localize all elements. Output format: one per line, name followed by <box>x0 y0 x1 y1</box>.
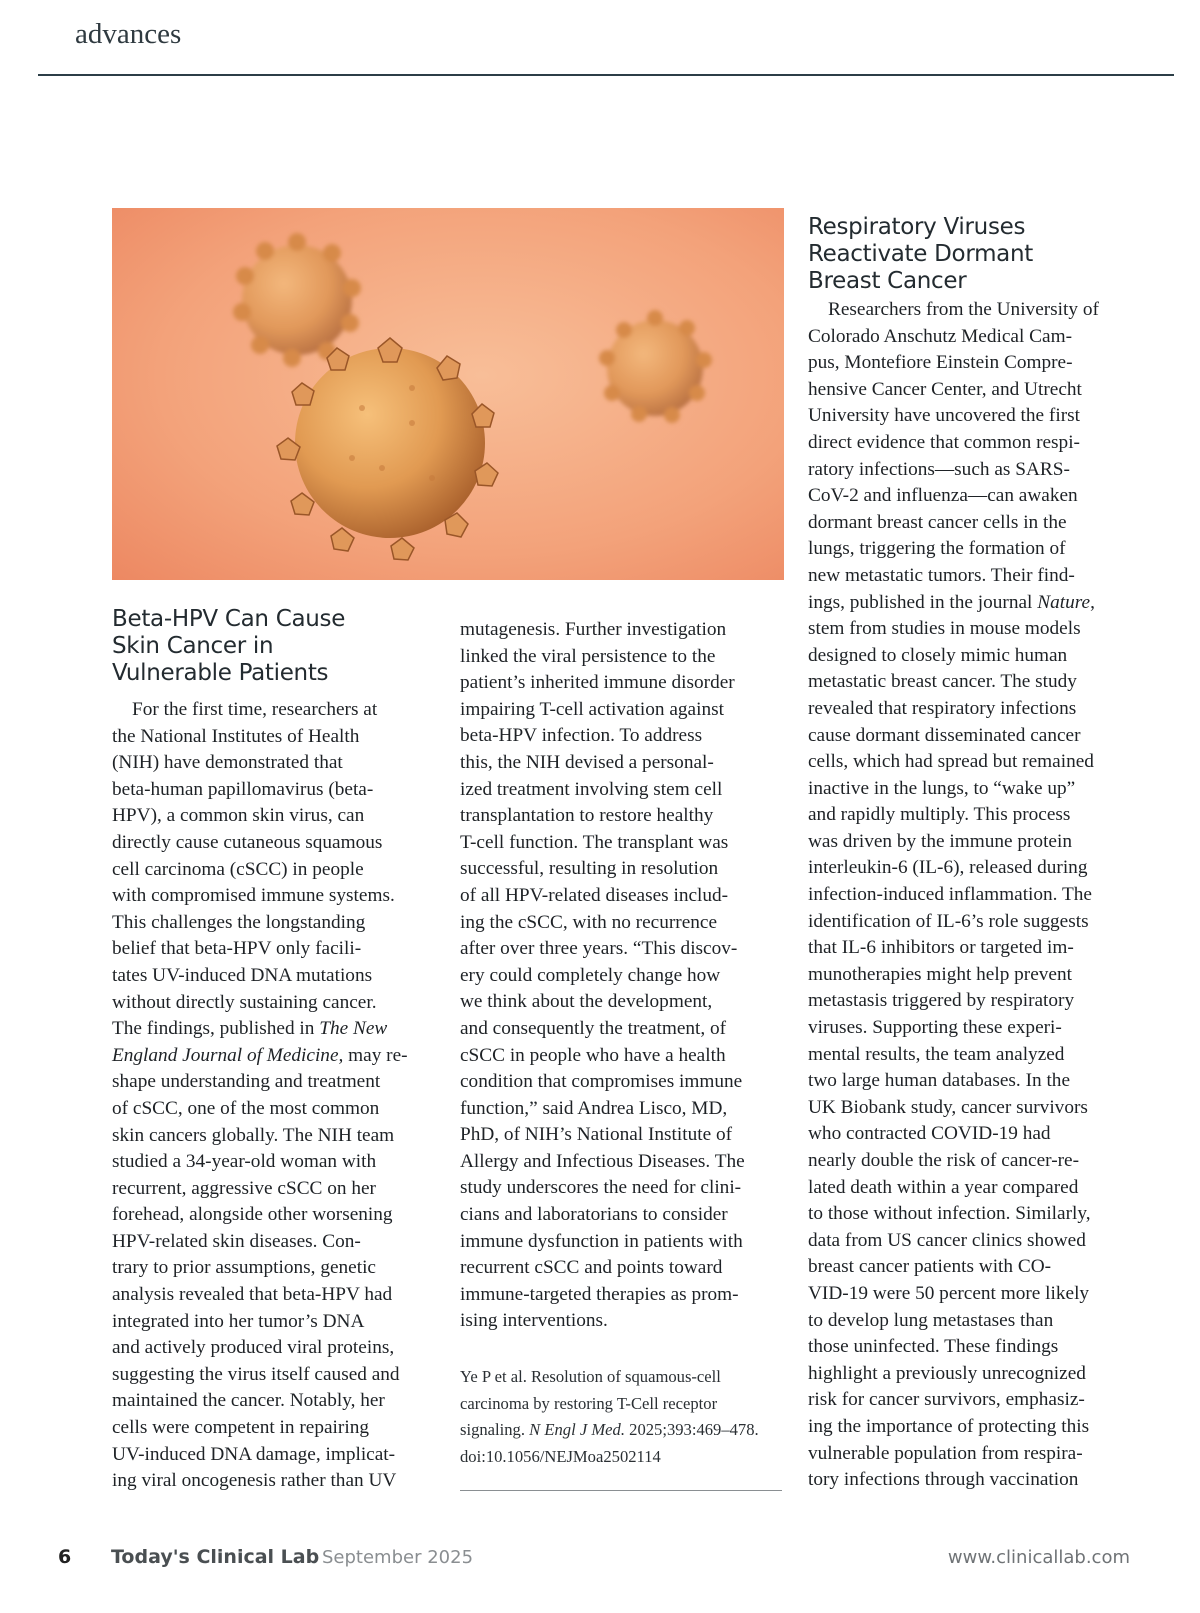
body-line: T-cell function. The transplant was <box>460 831 729 853</box>
body-line: cells, which had spread but remained <box>808 751 1094 773</box>
body-line: PhD, of NIH’s National Institute of <box>460 1124 733 1146</box>
body-line: who contracted COVID-19 had <box>808 1123 1051 1145</box>
body-line: interleukin-6 (IL-6), released during <box>808 857 1088 879</box>
reference-text: 2025;393:469–478. <box>625 1420 759 1439</box>
body-line: lated death within a year compared <box>808 1176 1079 1198</box>
body-line: after over three years. “This discov- <box>460 938 738 960</box>
body-line: to those without infection. Similarly, <box>808 1203 1091 1225</box>
body-line: breast cancer patients with CO- <box>808 1256 1052 1278</box>
body-line: munotherapies might help prevent <box>808 963 1072 985</box>
reference-divider <box>460 1490 782 1491</box>
body-line: ized treatment involving stem cell <box>460 778 723 800</box>
body-line: tory infections through vaccination <box>808 1469 1079 1491</box>
body-line: inactive in the lungs, to “wake up” <box>808 777 1076 799</box>
headline-line: Respiratory Viruses <box>808 214 1026 240</box>
body-line: revealed that respiratory infections <box>808 697 1077 719</box>
body-line: function,” said Andrea Lisco, MD, <box>460 1097 728 1119</box>
body-line <box>112 1016 408 1043</box>
section-label: advances <box>75 18 182 50</box>
body-text: ings, published in the journal <box>808 591 1038 613</box>
reference-line <box>460 1417 759 1444</box>
body-line: Colorado Anschutz Medical Cam- <box>808 325 1072 347</box>
body-line: cians and laboratorians to consider <box>460 1204 728 1226</box>
body-line: nearly double the risk of cancer-re- <box>808 1150 1080 1171</box>
body-line: risk for cancer survivors, emphasiz- <box>808 1389 1085 1411</box>
body-line: cells were competent in repairing <box>112 1417 369 1439</box>
body-line: those uninfected. These findings <box>808 1336 1059 1358</box>
body-line: VID-19 were 50 percent more likely <box>808 1282 1090 1304</box>
body-line: cell carcinoma (cSCC) in people <box>112 858 364 880</box>
body-line: and rapidly multiply. This process <box>808 804 1071 826</box>
body-line: immune dysfunction in patients with <box>460 1230 743 1252</box>
headline-line: Vulnerable Patients <box>112 660 329 686</box>
body-line: cause dormant disseminated cancer <box>808 724 1081 746</box>
body-line: the National Institutes of Health <box>112 725 360 747</box>
body-line: infection-induced inflammation. The <box>808 884 1092 906</box>
body-line: impairing T-cell activation against <box>460 698 724 720</box>
body-line: CoV-2 and influenza—can awaken <box>808 485 1078 507</box>
body-line: new metastatic tumors. Their find- <box>808 564 1075 586</box>
body-line: University have uncovered the first <box>808 405 1080 427</box>
body-line: UK Biobank study, cancer survivors <box>808 1096 1088 1118</box>
body-line: successful, resulting in resolution <box>460 858 719 880</box>
body-line: data from US cancer clinics showed <box>808 1229 1086 1251</box>
body-line: ratory infections—such as SARS- <box>808 458 1070 480</box>
body-line: HPV-related skin diseases. Con- <box>112 1230 361 1252</box>
journal-name: The New <box>319 1018 388 1040</box>
body-line: belief that beta-HPV only facili- <box>112 938 362 960</box>
body-line: UV-induced DNA damage, implicat- <box>112 1443 396 1465</box>
body-line: directly cause cutaneous squamous <box>112 831 383 853</box>
body-line: was driven by the immune protein <box>808 830 1072 852</box>
body-line: integrated into her tumor’s DNA <box>112 1310 365 1332</box>
journal-name: England Journal of Medicine, <box>112 1044 344 1066</box>
headline-line: Breast Cancer <box>808 268 967 294</box>
body-line: HPV), a common skin virus, can <box>112 805 365 827</box>
body-text: , <box>1090 591 1095 613</box>
reference-journal: N Engl J Med. <box>529 1420 625 1439</box>
body-text: The findings, published in <box>112 1018 320 1040</box>
body-line: with compromised immune systems. <box>112 885 395 907</box>
body-line: suggesting the virus itself caused and <box>112 1363 400 1385</box>
body-line: linked the viral persistence to the <box>460 645 716 667</box>
reference-doi: doi:10.1056/NEJMoa2502114 <box>460 1446 661 1466</box>
body-line: analysis revealed that beta-HPV had <box>112 1284 393 1306</box>
body-line: and actively produced viral proteins, <box>112 1337 395 1359</box>
body-line: ing viral oncogenesis rather than UV <box>112 1470 397 1492</box>
body-line: This challenges the longstanding <box>112 911 366 933</box>
body-line: beta-HPV infection. To address <box>460 725 703 747</box>
body-line: ing the cSCC, with no recurrence <box>460 911 718 933</box>
body-line: ery could completely change how <box>460 964 721 986</box>
body-line: hensive Cancer Center, and Utrecht <box>808 378 1082 400</box>
body-line: vulnerable population from respira- <box>808 1442 1083 1464</box>
body-line: two large human databases. In the <box>808 1070 1071 1092</box>
reference-line: Ye P et al. Resolution of squamous-cell <box>460 1367 721 1386</box>
body-line: shape understanding and treatment <box>112 1071 381 1093</box>
body-line: and consequently the treatment, of <box>460 1017 727 1039</box>
page-number: 6 <box>58 1546 72 1568</box>
body-line: we think about the development, <box>460 991 713 1013</box>
body-line: viruses. Supporting these experi- <box>808 1017 1062 1039</box>
reference-line: carcinoma by restoring T-Cell receptor <box>460 1393 718 1413</box>
body-line: trary to prior assumptions, genetic <box>112 1257 376 1279</box>
body-line: recurrent cSCC and points toward <box>460 1257 723 1279</box>
body-line: beta-human papillomavirus (beta- <box>112 778 374 800</box>
body-line: Allergy and Infectious Diseases. The <box>460 1150 745 1172</box>
article-body-column-1 <box>112 697 408 1495</box>
journal-name: Nature <box>1037 591 1091 613</box>
publication-name: Today's Clinical Lab <box>111 1546 320 1568</box>
body-line: lungs, triggering the formation of <box>808 538 1066 560</box>
body-line: (NIH) have demonstrated that <box>112 752 343 774</box>
headline-line: Skin Cancer in <box>112 633 274 659</box>
body-line: tates UV-induced DNA mutations <box>112 964 373 986</box>
body-line: direct evidence that common respi- <box>808 431 1080 453</box>
body-line: without directly sustaining cancer. <box>112 991 377 1013</box>
body-line: of cSCC, one of the most common <box>112 1097 380 1119</box>
body-line: transplantation to restore healthy <box>460 805 714 827</box>
body-line: For the first time, researchers at <box>132 699 378 720</box>
article-body-column-2 <box>460 617 745 1335</box>
body-line: highlight a previously unrecognized <box>808 1362 1086 1384</box>
article-reference <box>460 1364 759 1470</box>
body-line: this, the NIH devised a personal- <box>460 751 714 773</box>
body-line: recurrent, aggressive cSCC on her <box>112 1177 376 1199</box>
body-line: pus, Montefiore Einstein Compre- <box>808 352 1073 374</box>
body-line: that IL-6 inhibitors or targeted im- <box>808 937 1074 959</box>
article-headline-respiratory-viruses <box>808 214 1033 295</box>
headline-line: Beta-HPV Can Cause <box>112 606 346 632</box>
header-rule <box>38 74 1174 76</box>
body-line: mental results, the team analyzed <box>808 1043 1065 1065</box>
body-line: stem from studies in mouse models <box>808 618 1081 640</box>
body-line: dormant breast cancer cells in the <box>808 511 1067 533</box>
headline-line: Reactivate Dormant <box>808 241 1033 267</box>
body-line: study underscores the need for clini- <box>460 1177 742 1199</box>
body-line: identification of IL-6’s role suggests <box>808 910 1089 932</box>
body-line: ising interventions. <box>460 1310 608 1332</box>
body-text: may re- <box>343 1044 408 1066</box>
article-headline-beta-hpv <box>112 606 345 687</box>
body-line: metastatic breast cancer. The study <box>808 671 1077 693</box>
article-body-column-3 <box>808 297 1099 1494</box>
body-line: cSCC in people who have a health <box>460 1044 726 1066</box>
body-line: studied a 34-year-old woman with <box>112 1151 377 1173</box>
body-line: Researchers from the University of <box>828 299 1099 320</box>
issue-date: September 2025 <box>322 1547 474 1568</box>
body-line: maintained the cancer. Notably, her <box>112 1390 385 1412</box>
body-line: metastasis triggered by respiratory <box>808 990 1075 1012</box>
body-line: designed to closely mimic human <box>808 644 1068 666</box>
body-line: immune-targeted therapies as prom- <box>460 1283 739 1305</box>
body-line: condition that compromises immune <box>460 1071 743 1093</box>
reference-text: signaling. <box>460 1420 530 1439</box>
body-line: skin cancers globally. The NIH team <box>112 1124 395 1146</box>
body-line: ing the importance of protecting this <box>808 1415 1090 1437</box>
website-url[interactable]: www.clinicallab.com <box>947 1547 1130 1568</box>
virus-illustration <box>112 208 784 580</box>
body-line <box>112 1043 408 1070</box>
body-line: patient’s inherited immune disorder <box>460 672 735 694</box>
body-line: of all HPV-related diseases includ- <box>460 884 729 906</box>
body-line: to develop lung metastases than <box>808 1309 1054 1331</box>
body-line: mutagenesis. Further investigation <box>460 619 727 640</box>
body-line <box>808 590 1099 617</box>
body-line: forehead, alongside other worsening <box>112 1204 393 1226</box>
